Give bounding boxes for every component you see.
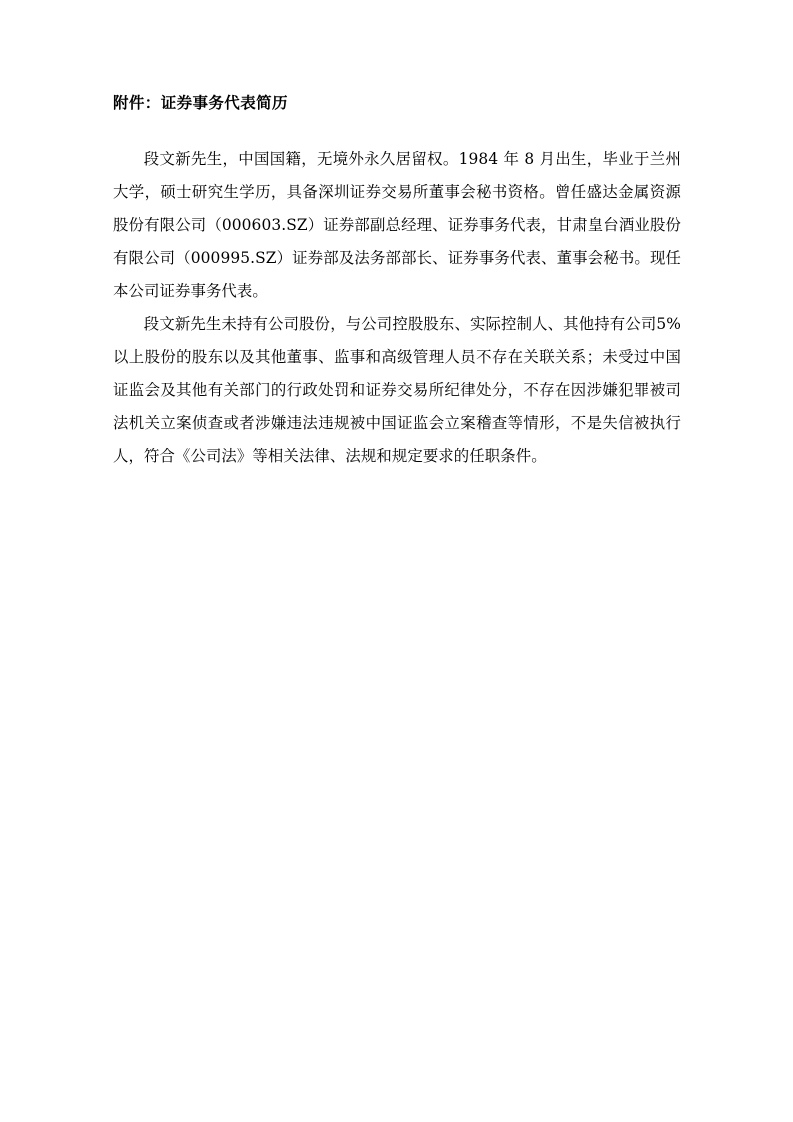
page-title: 附件：证券事务代表简历 <box>113 94 288 112</box>
paragraph-biography: 段文新先生，中国国籍，无境外永久居留权。1984 年 8 月出生，毕业于兰州大学，硕士研究生学历，具备深圳证券交易所董事会秘书资格。曾任盛达金属资源股份有限公司（000603.SZ）证券部副总经理、证券事务代表，甘肃皇台酒业股份有限公司（000995.SZ）证券部及法务部部长、证券事务代表、董事会秘书。现任本公司证券事务代表。 <box>113 150 681 301</box>
document-body <box>113 92 681 473</box>
paragraph-compliance: 段文新先生未持有公司股份，与公司控股股东、实际控制人、其他持有公司5%以上股份的股东以及其他董事、监事和高级管理人员不存在关联关系；未受过中国证监会及其他有关部门的行政处罚和证券交易所纪律处分，不存在因涉嫌犯罪被司法机关立案侦查或者涉嫌违法违规被中国证监会立案稽查等情形，不是失信被执行人，符合《公司法》等相关法律、法规和规定要求的任职条件。 <box>113 315 681 466</box>
